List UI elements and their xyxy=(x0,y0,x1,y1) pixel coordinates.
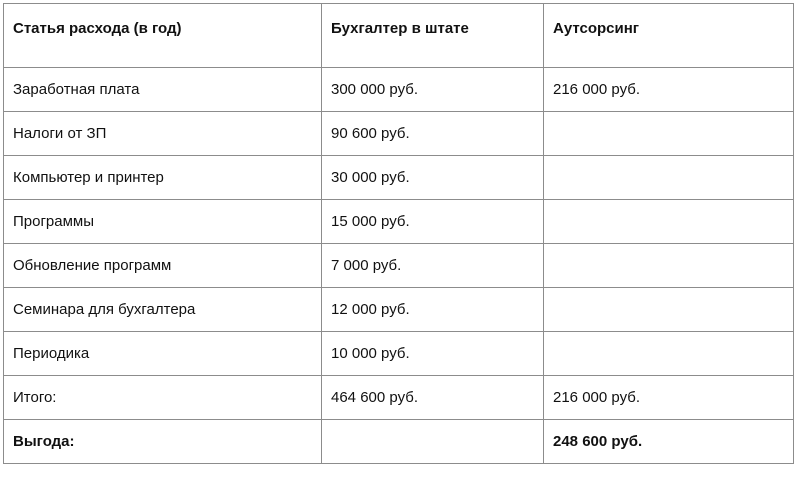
table-row xyxy=(4,112,794,156)
outsourcing-cost-cell xyxy=(544,156,794,200)
table-row xyxy=(4,332,794,376)
table-row xyxy=(4,244,794,288)
benefit-value-cell: 248 600 руб. xyxy=(544,420,794,464)
expense-item-cell: Налоги от ЗП xyxy=(4,112,322,156)
table-row xyxy=(4,200,794,244)
table-row xyxy=(4,68,794,112)
outsourcing-cost-cell: 216 000 руб. xyxy=(544,68,794,112)
benefit-row xyxy=(4,420,794,464)
table-row xyxy=(4,288,794,332)
expense-item-cell: Обновление программ xyxy=(4,244,322,288)
outsourcing-cost-cell xyxy=(544,332,794,376)
total-staff-cell: 464 600 руб. xyxy=(322,376,544,420)
outsourcing-cost-cell xyxy=(544,244,794,288)
outsourcing-cost-cell xyxy=(544,112,794,156)
staff-cost-cell: 7 000 руб. xyxy=(322,244,544,288)
total-label-cell: Итого: xyxy=(4,376,322,420)
staff-cost-cell: 90 600 руб. xyxy=(322,112,544,156)
header-outsourcing: Аутсорсинг xyxy=(544,4,794,68)
expense-item-cell: Компьютер и принтер xyxy=(4,156,322,200)
staff-cost-cell: 15 000 руб. xyxy=(322,200,544,244)
table-header-row xyxy=(4,4,794,68)
expense-item-cell: Программы xyxy=(4,200,322,244)
header-staff-accountant: Бухгалтер в штате xyxy=(322,4,544,68)
outsourcing-cost-cell xyxy=(544,200,794,244)
expense-item-cell: Заработная плата xyxy=(4,68,322,112)
benefit-label-cell: Выгода: xyxy=(4,420,322,464)
staff-cost-cell: 30 000 руб. xyxy=(322,156,544,200)
staff-cost-cell: 300 000 руб. xyxy=(322,68,544,112)
table-row xyxy=(4,156,794,200)
expense-item-cell: Периодика xyxy=(4,332,322,376)
total-row xyxy=(4,376,794,420)
staff-cost-cell: 10 000 руб. xyxy=(322,332,544,376)
total-outsourcing-cell: 216 000 руб. xyxy=(544,376,794,420)
benefit-staff-cell xyxy=(322,420,544,464)
expense-item-cell: Семинара для бухгалтера xyxy=(4,288,322,332)
outsourcing-cost-cell xyxy=(544,288,794,332)
cost-comparison-table xyxy=(3,3,794,464)
header-expense-item: Статья расхода (в год) xyxy=(4,4,322,68)
staff-cost-cell: 12 000 руб. xyxy=(322,288,544,332)
